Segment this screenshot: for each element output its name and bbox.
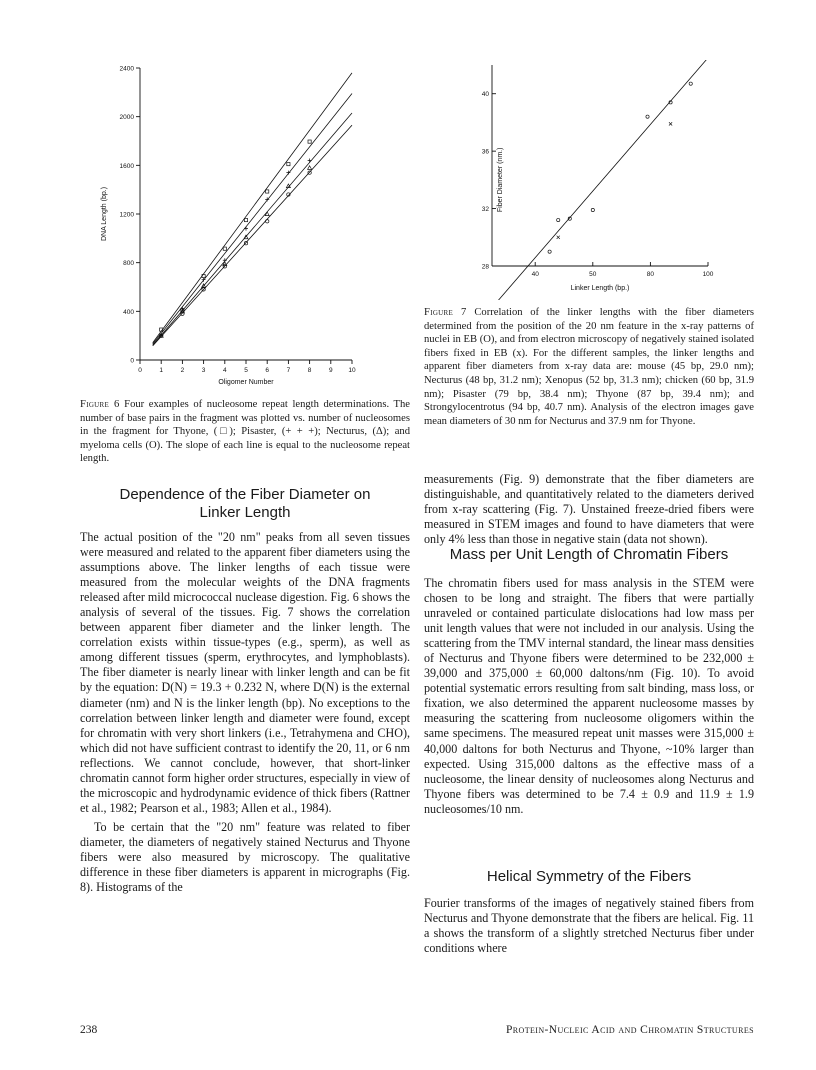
x-axis-label: Linker Length (bp.)	[570, 285, 630, 292]
y-tick-label: 36	[481, 148, 489, 156]
data-point-xray	[548, 250, 551, 253]
y-tick-label: 1200	[119, 211, 134, 219]
x-tick-label: 80	[646, 271, 655, 278]
figure-6-chart	[90, 58, 380, 388]
x-tick-label: 8	[307, 367, 312, 374]
paragraph-histograms: measurements (Fig. 9) demonstrate that the fiber diameters are distinguishable, and quantitatively related to the diameters derived from x-ray scattering (Fig. 7). Unstained freeze-dried fibers were measured in STEM images and found to have diameters that were only 4% less than those in negative stain (data not shown).	[424, 472, 754, 547]
running-head: Protein-Nucleic Acid and Chromatin Structures	[506, 1024, 754, 1036]
y-tick-label: 2000	[119, 114, 134, 122]
section-heading-mass-per-length: Mass per Unit Length of Chromatin Fibers	[449, 546, 729, 563]
figure-6-caption	[80, 398, 410, 466]
y-axis-label: Fiber Diameter (nm.)	[497, 147, 504, 213]
data-point-plus	[244, 227, 248, 231]
paragraph-fourier-transforms: Fourier transforms of the images of negatively stained fibers from Necturus and Thyone demonstrate that the fibers are helical. Fig. 11 a shows the transform of a slightly stretched Necturus fiber under conditions where	[424, 896, 754, 956]
data-point-square	[308, 140, 311, 143]
data-point-xray	[557, 218, 560, 221]
left-body-text	[80, 530, 410, 895]
right-body-text-top	[424, 472, 754, 547]
data-point-square	[266, 190, 269, 193]
y-tick-label: 1600	[119, 162, 134, 170]
x-tick-label: 2	[180, 367, 185, 374]
figure-6-caption-text: Four examples of nucleosome repeat length determinations. The number of base pairs in the fragment was plotted vs. number of nucleosomes in the fragment for Thyone, (□); Pisaster, (+ + +); Necturus, (Δ); and myeloma cells (O). The slope of each line is equal to the nucleosome repeat length.	[80, 399, 410, 465]
data-point-xray	[689, 82, 692, 85]
data-point-xray	[646, 115, 649, 118]
right-body-text-helical	[424, 896, 754, 956]
y-tick-label: 40	[481, 91, 489, 99]
data-point-square	[223, 247, 226, 250]
x-tick-label: 3	[201, 367, 206, 374]
section-heading-line-1: Dependence of the Fiber Diameter on	[119, 486, 371, 503]
y-tick-label: 400	[123, 308, 134, 316]
fit-line	[492, 60, 708, 300]
figure-7-caption-label: Figure 7	[424, 307, 467, 318]
x-tick-label: 100	[702, 271, 714, 278]
section-heading-helical-symmetry: Helical Symmetry of the Fibers	[486, 868, 692, 885]
x-tick-label: 9	[328, 367, 333, 374]
figure-7-chart	[470, 60, 730, 300]
y-tick-label: 800	[123, 260, 134, 268]
page-number: 238	[80, 1024, 98, 1036]
x-tick-label: 4	[222, 367, 227, 374]
paragraph-mass-analysis: The chromatin fibers used for mass analysis in the STEM were chosen to be long and straight. The fibers that were partially unraveled or contained particulate dislocations had low mass per unit length values that were not included in our analysis. Using the scattering from the TMV internal standard, the linear mass densities of Necturus and Thyone fibers were determined to be 232,000 ± 39,000 and 375,000 ± 60,000 daltons/nm (Fig. 10). To avoid potential systematic errors resulting from salt binding, mass loss, or fixation, we also determined the apparent nucleosome masses by measuring the scattering from nucleosome oligomers within the same specimens. The measured repeat unit masses were 315,000 ± 40,000 daltons for both Necturus and Thyone, ~10% larger than expected. Using 315,000 daltons as the effective mass of a nucleosome, the linear density of nucleosomes along Necturus and Thyone fibers was determined to be 7.4 ± 0.9 and 11.9 ± 1.9 nucleosomes/10 nm.	[424, 576, 754, 816]
section-heading-fiber-diameter	[80, 486, 410, 522]
paragraph-microscopy: To be certain that the "20 nm" feature was related to fiber diameter, the diameters of negatively stained Necturus and Thyone fibers were also measured by microscopy. The qualitative difference in these fiber diameters is apparent in micrographs (Fig. 8). Histograms of the	[80, 819, 410, 895]
figure-7-caption	[424, 306, 754, 428]
fit-line	[153, 94, 352, 344]
data-point-xray	[591, 208, 594, 211]
x-tick-label: 0	[138, 367, 142, 374]
x-tick-label: 7	[286, 367, 291, 374]
x-tick-label: 5	[244, 367, 248, 374]
x-tick-label: 10	[348, 367, 356, 374]
right-body-text-mass	[424, 576, 754, 817]
data-point-triangle	[265, 212, 269, 216]
y-tick-label: 28	[481, 263, 489, 271]
data-point-square	[244, 218, 247, 221]
x-axis-label: Oligomer Number	[218, 379, 274, 386]
figure-6-caption-label: Figure 6	[80, 399, 120, 410]
y-tick-label: 2400	[119, 65, 134, 73]
section-heading-line-2: Linker Length	[199, 504, 291, 521]
data-point-em	[669, 122, 672, 125]
x-tick-label: 1	[159, 367, 164, 374]
x-tick-label: 6	[265, 367, 270, 374]
data-point-plus	[308, 158, 312, 162]
x-tick-label: 50	[589, 271, 597, 278]
data-point-triangle	[308, 166, 312, 170]
data-point-square	[287, 163, 290, 166]
fit-line	[153, 73, 352, 343]
data-point-circle	[266, 220, 269, 223]
x-tick-label: 40	[531, 271, 539, 278]
figure-7-caption-text: Correlation of the linker lengths with the fiber diameters determined from the position of the 20 nm feature in the x-ray patterns of nuclei in EB (O), and from electron microscopy of negatively stained isolated fibers fixed in EB (x). For the different samples, the linker lengths and apparent fiber diameters from x-ray data are: mouse (45 bp, 29.0 nm); Necturus (48 bp, 31.2 nm); Xenopus (52 bp, 31.3 nm); chicken (60 bp, 31.9 nm); Pisaster (79 bp, 38.4 nm); Thyone (87 bp, 39.4 nm); and Strongylocentrotus (94 bp, 40.7 nm). Analysis of the electron images gave mean diameters of 30 nm for Necturus and 37.9 nm for Thyone.	[424, 307, 755, 427]
y-tick-label: 32	[481, 206, 489, 214]
paragraph-fiber-diameter: The actual position of the "20 nm" peaks from all seven tissues were measured and related to the apparent fiber diameters using the assumptions above. The linker lengths of each tissue were measured from the molecular weights of the DNA fragments released after mild micrococcal nuclease digestion. Fig. 6 shows the analysis of several of the tissues. Fig. 7 shows the correlation between apparent fiber diameter and the linker length. The correlation exists within tissue-types (e.g., sperm), as well as among different tissues (sperm, erythrocytes, and lymphoblasts). The fiber diameter is nearly linear with linker length and can be fit by the equation: D(N) = 19.3 + 0.232 N, where D(N) is the external diameter (nm) and N is the linker length (bp). No exceptions to the correlation between linker length and diameter were found, except for chromatin with very short linkers (i.e., Tetrahymena and CHO), which did not have sufficient contrast to identify the 20, 11, or 6 nm reflections. We cannot conclude, however, that short-linker chromatin cannot form higher order structures, especially in view of the microscopic and hydrodynamic evidence of thick fibers (Rattner et al., 1982; Pearson et al., 1983; Allen et al., 1984).	[80, 530, 410, 815]
y-tick-label: 0	[130, 357, 134, 365]
y-axis-label: DNA Length (bp.)	[101, 186, 108, 242]
data-point-em	[557, 236, 560, 239]
